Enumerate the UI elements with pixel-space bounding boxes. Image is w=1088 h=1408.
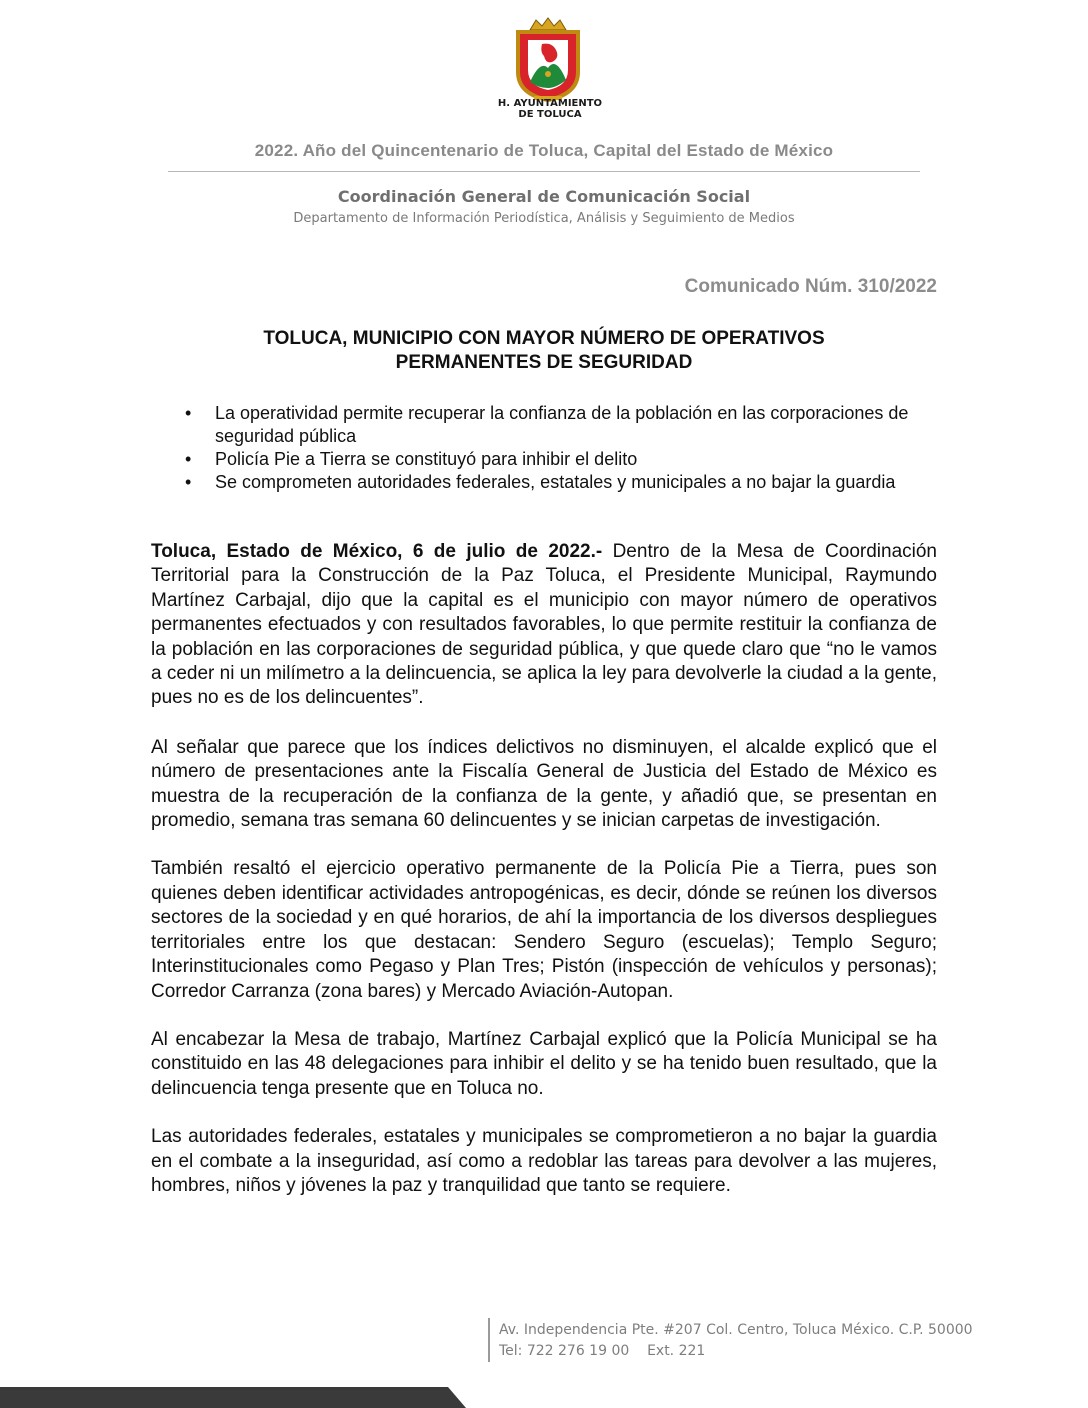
bullet-text: Se comprometen autoridades federales, estatales y municipales a no bajar la guardia	[215, 472, 896, 492]
footer-band	[0, 1387, 1088, 1408]
subdepartment-title: Departamento de Información Periodística, Análisis y Seguimiento de Medios	[293, 211, 795, 226]
bullet-dot-icon: •	[185, 403, 192, 423]
bullet-item	[151, 402, 911, 448]
bullet-item	[151, 471, 911, 494]
logo-caption-line1: H. AYUNTAMIENTO	[497, 98, 603, 109]
paragraph-text: Dentro de la Mesa de Coordinación Territorial para la Construcción de la Paz Toluca, el Presidente Municipal, Raymundo Martínez Carbajal, dijo que la capital es el municipio con mayor número de operativos permanentes efectuados y con resultados favorables, lo que permite restituir la confianza de la población en las corporaciones de seguridad pública, y que quede claro que “no le vamos a ceder ni un milímetro a la delincuencia, se aplica la ley para devolverle la ciudad a la gente, pues no es de los delincuentes”.	[151, 541, 937, 709]
headline-line2: PERMANENTES DE SEGURIDAD	[395, 352, 693, 373]
department-title: Coordinación General de Comunicación Social	[337, 187, 751, 206]
headline	[150, 327, 938, 375]
communique-number: Comunicado Núm. 310/2022	[684, 276, 937, 297]
footer-phone: Tel: 722 276 19 00 Ext. 221	[499, 1343, 706, 1359]
paragraph: Al encabezar la Mesa de trabajo, Martínez Carbajal explicó que la Policía Municipal se ha constituido en las 48 delegaciones para inhibir el delito y se ha tenido buen resultado, que la delincuencia tenga presente que en Toluca no.	[151, 1028, 937, 1099]
bullet-text: Policía Pie a Tierra se constituyó para inhibir el delito	[215, 449, 638, 469]
article-body	[151, 540, 937, 1222]
header-divider	[168, 171, 920, 172]
paragraph: Al señalar que parece que los índices delictivos no disminuyen, el alcalde explicó que el número de presentaciones ante la Fiscalía General de Justicia del Estado de México es muestra de la recuperación de la confianza de la gente, y añadió que, se presentan en promedio, semana tras semana 60 delincuentes y se inician carpetas de investigación.	[151, 736, 937, 832]
footer-divider	[488, 1318, 490, 1362]
logo-caption-line2: DE TOLUCA	[518, 109, 582, 120]
summary-bullets	[151, 402, 911, 494]
logo-caption	[470, 98, 630, 120]
bullet-text: La operatividad permite recuperar la confianza de la población en las corporaciones de seguridad pública	[215, 403, 909, 446]
bullet-dot-icon: •	[185, 472, 192, 492]
dateline: Toluca, Estado de México, 6 de julio de 2022.-	[151, 541, 603, 562]
headline-line1: TOLUCA, MUNICIPIO CON MAYOR NÚMERO DE OPERATIVOS	[263, 328, 825, 349]
paragraph	[151, 540, 937, 711]
paragraph: También resaltó el ejercicio operativo permanente de la Policía Pie a Tierra, pues son quienes deben identificar actividades antropogénicas, es decir, dónde se reúnen los diversos sectores de la sociedad y en qué horarios, de ahí la importancia de los diversos despliegues territoriales entre los que destacan: Sendero Seguro (escuelas); Templo Seguro; Interinstitucionales como Pegaso y Plan Tres; Pistón (inspección de vehículos y personas); Corredor Carranza (zona bares) y Mercado Aviación-Autopan.	[151, 858, 937, 1002]
footer-contact	[499, 1320, 973, 1362]
footer-address: Av. Independencia Pte. #207 Col. Centro, Toluca México. C.P. 50000	[499, 1322, 973, 1338]
year-motto: 2022. Año del Quincentenario de Toluca, Capital del Estado de México	[254, 141, 834, 160]
paragraph: Las autoridades federales, estatales y municipales se comprometieron a no bajar la guardia en el combate a la inseguridad, así como a redoblar las tareas para devolver a las mujeres, hombres, niños y jóvenes la paz y tranquilidad que tanto se requiere.	[151, 1126, 937, 1196]
bullet-item	[151, 448, 911, 471]
bullet-dot-icon: •	[185, 449, 192, 469]
